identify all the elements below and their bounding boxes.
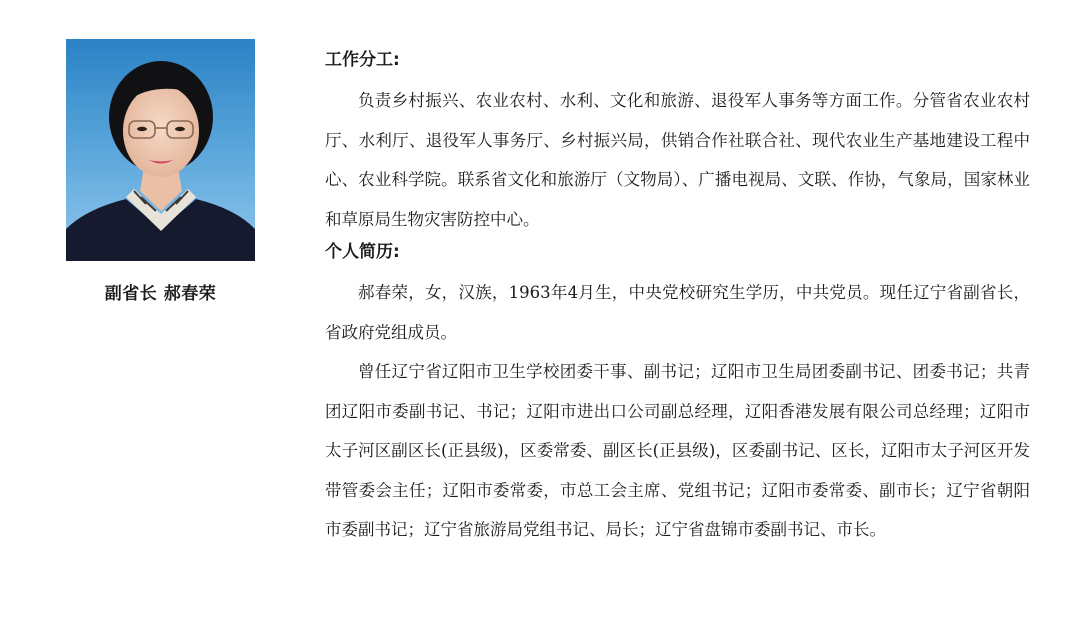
profile-card xyxy=(66,39,255,304)
resume-heading: 个人简历: xyxy=(325,242,400,262)
resume-paragraph-2: 曾任辽宁省辽阳市卫生学校团委干事、副书记；辽阳市卫生局团委副书记、团委书记；共青团辽阳市委副书记、书记；辽阳市进出口公司副总经理，辽阳香港发展有限公司总经理；辽阳市太子河区副区长(正县级)，区委常委、副区长(正县级)，区委副书记、区长，辽阳市太子河区开发带管委会主任；辽阳市委常委，市总工会主席、党组书记；辽阳市委常委、副市长；辽宁省朝阳市委副书记；辽宁省旅游局党组书记、局长；辽宁省盘锦市委副书记、市长。 xyxy=(325,362,1030,539)
resume-paragraph-1: 郝春荣，女，汉族，1963年4月生，中央党校研究生学历，中共党员。现任辽宁省副省长，省政府党组成员。 xyxy=(325,283,1030,342)
portrait-caption: 副省长 郝春荣 xyxy=(104,284,217,304)
portrait-photo xyxy=(66,39,255,261)
duties-heading: 工作分工: xyxy=(325,50,400,70)
duties-paragraph: 负责乡村振兴、农业农村、水利、文化和旅游、退役军人事务等方面工作。分管省农业农村厅、水利厅、退役军人事务厅、乡村振兴局，供销合作社联合社、现代农业生产基地建设工程中心、农业科学院。联系省文化和旅游厅（文物局）、广播电视局、文联、作协，气象局，国家林业和草原局生物灾害防控中心。 xyxy=(325,91,1030,229)
biography-content xyxy=(325,47,1030,550)
